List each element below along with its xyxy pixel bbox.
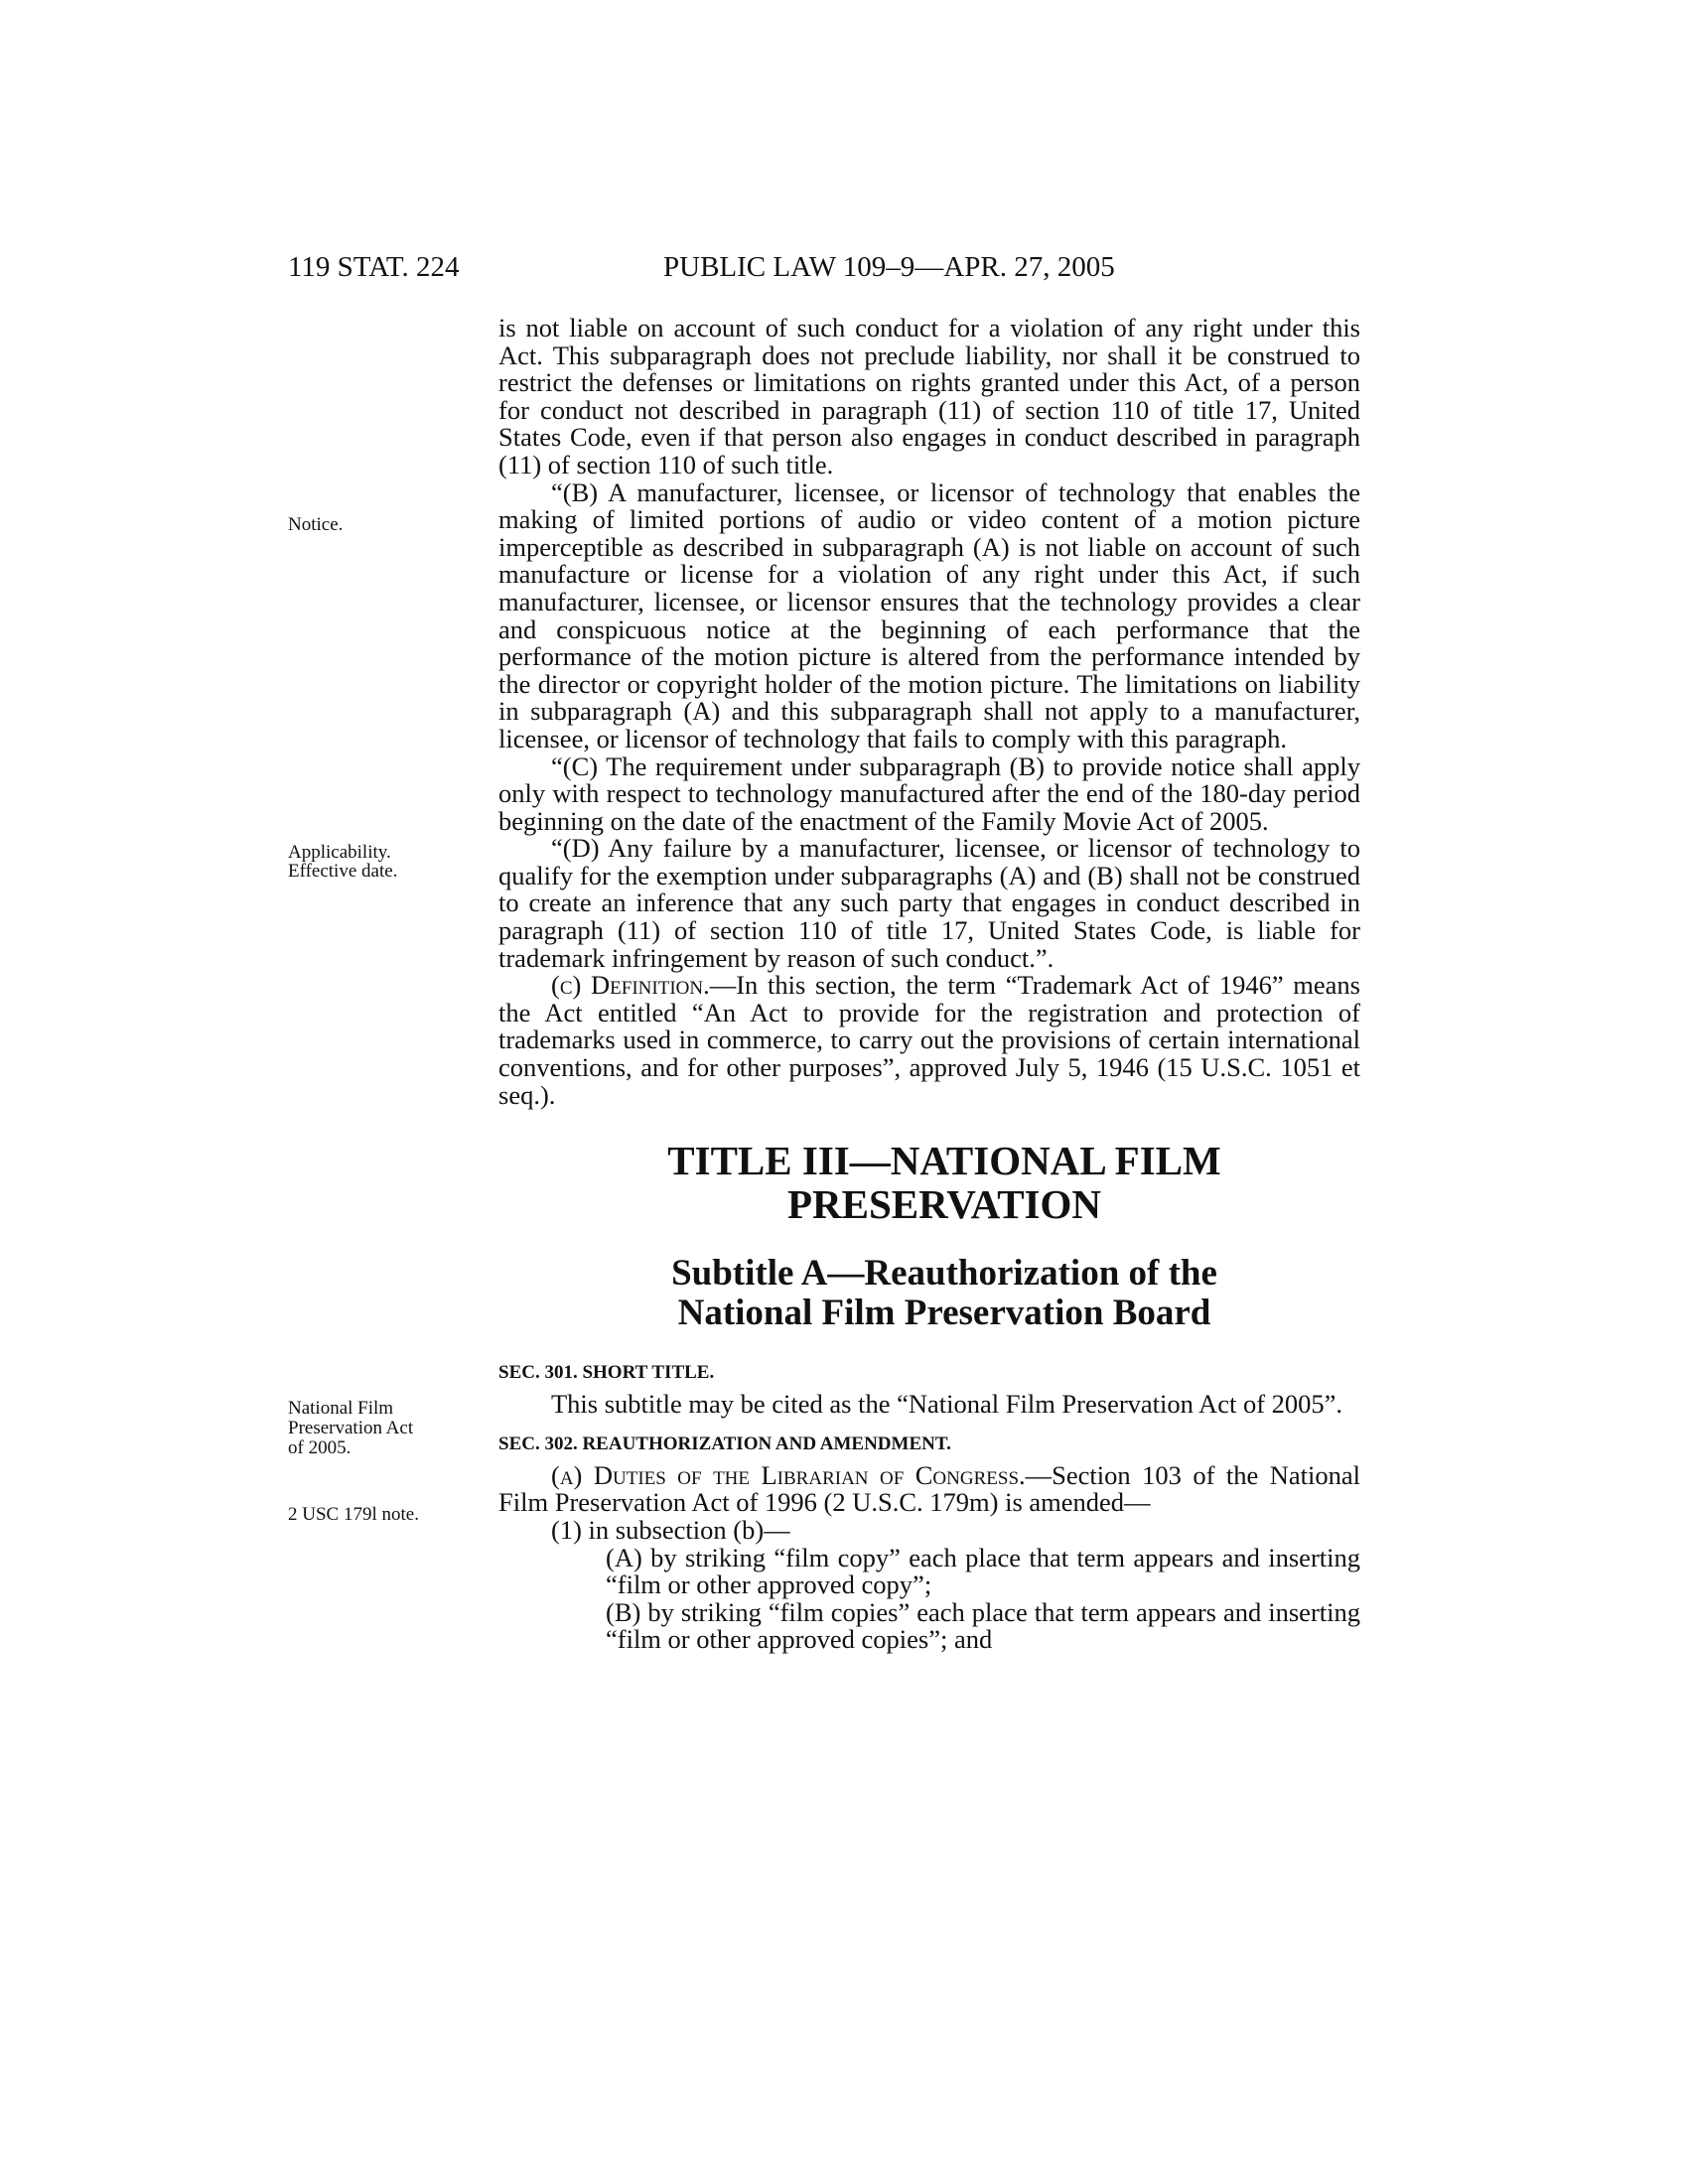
margin-note-usc: 2 USC 179l note. <box>288 1504 419 1525</box>
subsection-a-label: (a) Duties of the Librarian of Congress. <box>551 1459 1026 1490</box>
margin-note-notice: Notice. <box>288 514 344 535</box>
section-301-heading: SEC. 301. SHORT TITLE. <box>498 1362 715 1384</box>
item-1: (1) in subsection (b)— <box>551 1515 790 1545</box>
item-b <box>498 1596 1360 1655</box>
page-ref: 119 STAT. 224 <box>288 251 460 283</box>
paragraph-definition <box>498 972 1360 1109</box>
title-heading-line-2: PRESERVATION <box>786 1181 1101 1228</box>
margin-note-nfpa-3: of 2005. <box>288 1437 352 1458</box>
paragraph-c: “(C) The requirement under subparagraph (B) to provide notice shall apply only with respect to technology manufactured after the end of the 180-day period beginning on the date of the enactment of the Family Movie Act of 2005. <box>498 751 1360 836</box>
item-a <box>498 1542 1360 1600</box>
section-302-heading: SEC. 302. REAUTHORIZATION AND AMENDMENT. <box>498 1433 951 1454</box>
paragraph-d: “(D) Any failure by a manufacturer, licensee, or licensor of technology to qualify for the exemption under subparagraphs (A) and (B) shall not be construed to create an inference that any such party that engages in conduct described in paragraph (11) of section 110 of title 17, United States Code, is liable for trademark infringement by reason of such conduct.”. <box>498 833 1360 973</box>
margin-note-effective-date: Effective date. <box>288 861 398 882</box>
item-a-text: (A) by striking “film copy” each place that term appears and inserting “film or other approved copy”; <box>606 1542 1360 1600</box>
margin-note-nfpa-1: National Film <box>288 1398 394 1419</box>
subsection-a-text: —Section 103 of the National Film Preservation Act of 1996 (2 U.S.C. 179m) is amended— <box>498 1459 1361 1518</box>
item-b-text: (B) by striking “film copies” each place that term appears and inserting “film or other approved copies”; and <box>606 1596 1360 1655</box>
margin-note-applicability: Applicability. <box>288 842 391 863</box>
definition-text: —In this section, the term “Trademark Act of 1946” means the Act entitled “An Act to provide for the registration and protection of trademarks used in commerce, to carry out the provisions of certain international conventions, and for other purposes”, approved July 5, 1946 (15 U.S.C. 1051 et seq.). <box>498 970 1360 1110</box>
running-head: PUBLIC LAW 109–9—APR. 27, 2005 <box>663 251 1115 283</box>
title-heading-line-1: TITLE III—NATIONAL FILM <box>667 1138 1221 1184</box>
paragraph-continuation: is not liable on account of such conduct for a violation of any right under this Act. This subparagraph does not preclude liability, nor shall it be construed to restrict the defenses or limitations on rights granted under this Act, of a person for conduct not described in paragraph (11) of section 110 of title 17, United States Code, even if that person also engages in conduct described in paragraph (11) of section 110 of such title. <box>498 313 1360 479</box>
subtitle-heading-line-1: Subtitle A—Reauthorization of the <box>671 1253 1217 1295</box>
subtitle-heading-line-2: National Film Preservation Board <box>677 1293 1211 1334</box>
section-301-text: This subtitle may be cited as the “National Film Preservation Act of 2005”. <box>551 1389 1343 1420</box>
margin-note-nfpa-2: Preservation Act <box>288 1418 414 1438</box>
subsection-a <box>498 1459 1361 1518</box>
body-text <box>498 315 1360 1654</box>
definition-label: (c) Definition. <box>551 970 710 1001</box>
paragraph-b: “(B) A manufacturer, licensee, or licensor of technology that enables the making of limited portions of audio or video content of a motion picture imperceptible as described in subparagraph (A) is not liable on account of such manufacture or license for a violation of any right under this Act, if such manufacturer, licensee, or licensor ensures that the technology provides a clear and conspicuous notice at the beginning of each performance that the performance of the motion picture is altered from the performance intended by the director or copyright holder of the motion picture. The limitations on liability in subparagraph (A) and this subparagraph shall not apply to a manufacturer, licensee, or licensor of technology that fails to comply with this paragraph. <box>498 477 1360 753</box>
